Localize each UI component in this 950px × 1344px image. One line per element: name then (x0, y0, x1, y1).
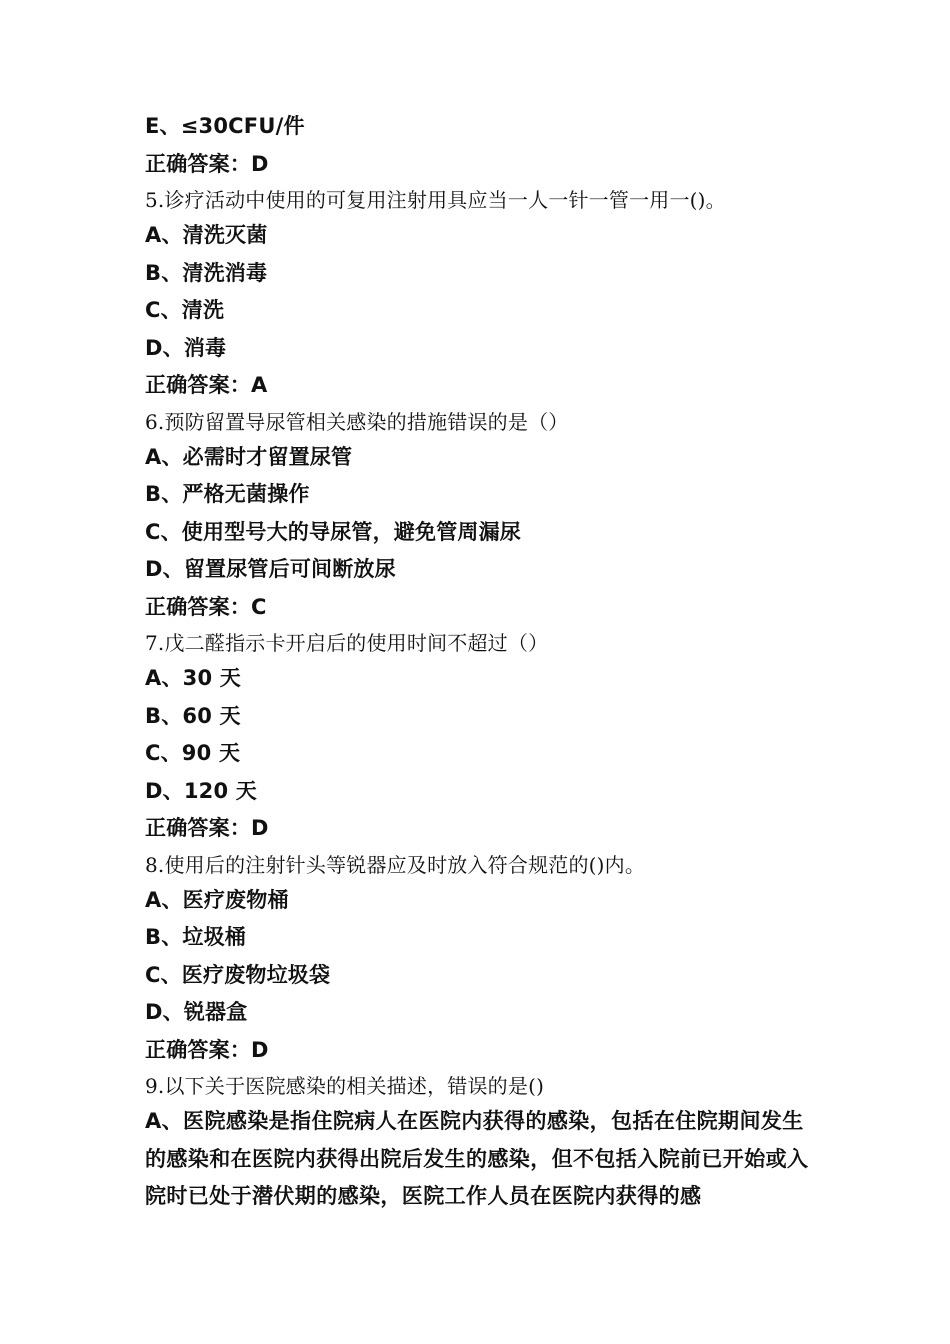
option-d-q7: D、120 天 (145, 778, 257, 803)
answer-q6: 正确答案：C (145, 594, 267, 619)
option-e-q4: E、≤30CFU/件 (145, 114, 305, 138)
option-a-q6: A、必需时才留置尿管 (145, 444, 353, 469)
option-c-q5: C、清洗 (145, 298, 225, 322)
option-b-q5: B、清洗消毒 (145, 260, 268, 285)
answer-q4: 正确答案：D (145, 151, 269, 176)
option-c-q8: C、医疗废物垃圾袋 (145, 962, 331, 987)
option-a-q5: A、清洗灭菌 (145, 223, 268, 247)
answer-q7: 正确答案：D (145, 816, 269, 840)
option-b-q8: B、垃圾桶 (145, 925, 247, 949)
option-a-q9: A、医院感染是指住院病人在医院内获得的感染，包括在住院期间发生的感染和在医院内获得出院后发生的感染，但不包括入院前已开始或入院时已处于潜伏期的感染，医院工作人员在医院内获得的感 (145, 1109, 809, 1208)
option-a-q8: A、医疗废物桶 (145, 887, 289, 912)
document-content (145, 108, 825, 1216)
option-d-q5: D、消毒 (145, 335, 227, 360)
answer-q8: 正确答案：D (145, 1037, 269, 1062)
question-9: 9.以下关于医院感染的相关描述，错误的是() (145, 1074, 545, 1098)
question-7: 7.戊二醛指示卡开启后的使用时间不超过（） (145, 631, 549, 655)
option-b-q7: B、60 天 (145, 703, 241, 728)
option-d-q6: D、留置尿管后可间断放尿 (145, 557, 396, 581)
option-b-q6: B、严格无菌操作 (145, 482, 310, 506)
question-6: 6.预防留置导尿管相关感染的措施错误的是（） (145, 409, 569, 434)
answer-q5: 正确答案：A (145, 373, 268, 397)
question-8: 8.使用后的注射针头等锐器应及时放入符合规范的()内。 (145, 852, 646, 877)
option-c-q7: C、90 天 (145, 741, 241, 765)
option-a-q7: A、30 天 (145, 666, 241, 690)
option-d-q8: D、锐器盒 (145, 1000, 248, 1024)
question-5: 5.诊疗活动中使用的可复用注射用具应当一人一针一管一用一()。 (145, 188, 726, 212)
option-c-q6: C、使用型号大的导尿管，避免管周漏尿 (145, 519, 522, 544)
